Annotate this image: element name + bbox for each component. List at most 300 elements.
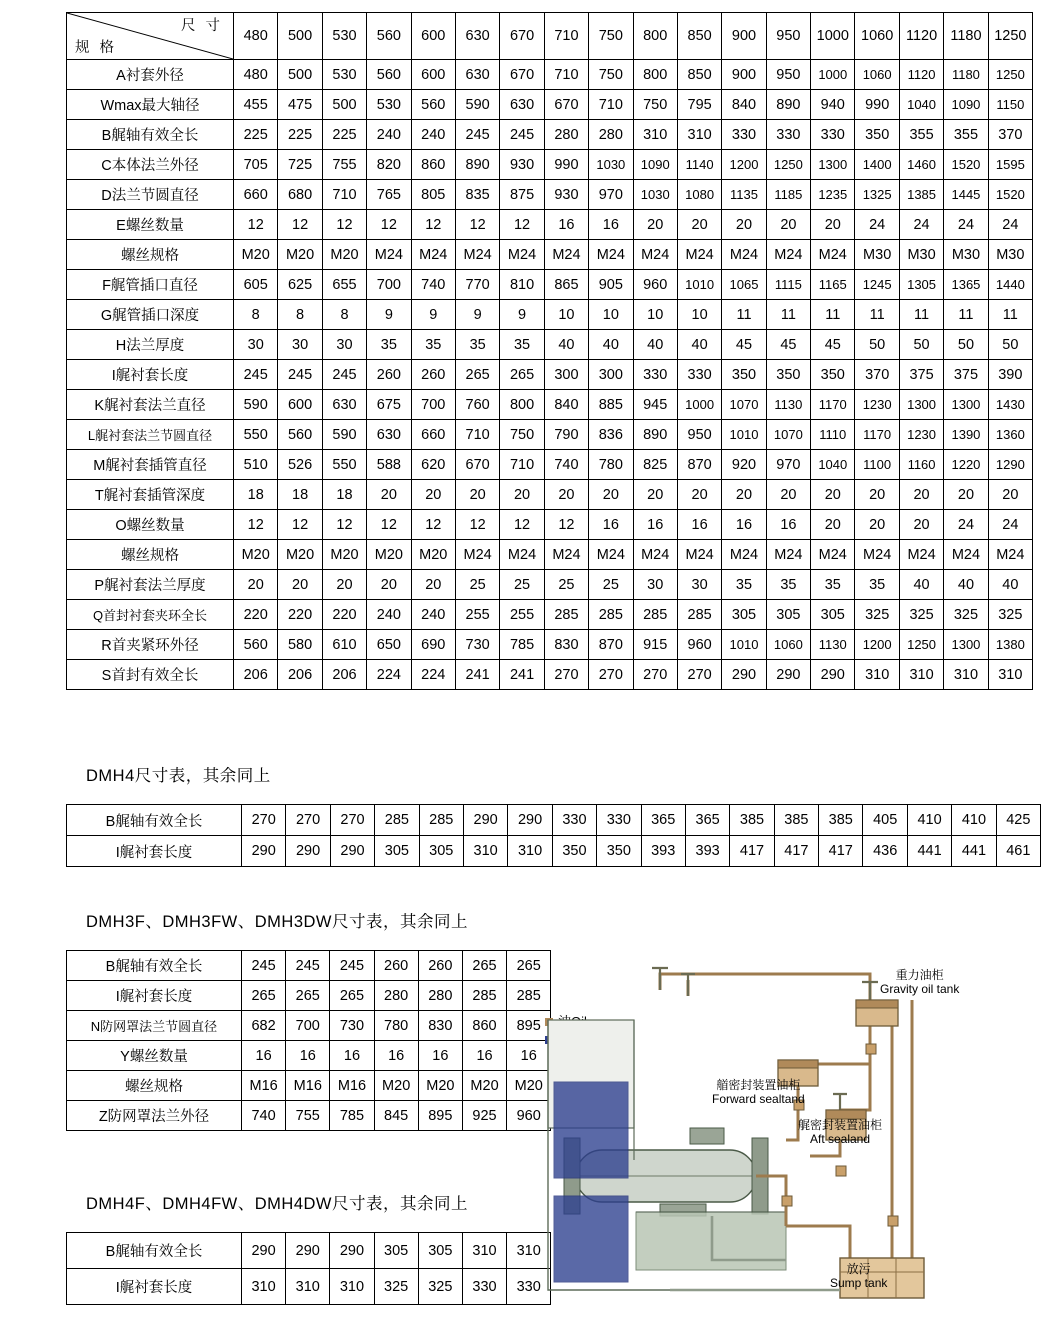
size-header-12: 950 bbox=[766, 13, 810, 60]
cell: 710 bbox=[589, 90, 633, 120]
row-label: P艉衬套法兰厚度 bbox=[67, 570, 234, 600]
cell: 290 bbox=[242, 836, 286, 867]
row-label: Z防网罩法兰外径 bbox=[67, 1101, 242, 1131]
cell: 900 bbox=[722, 60, 766, 90]
cell: 310 bbox=[677, 120, 721, 150]
cell: 245 bbox=[286, 951, 330, 981]
table-row bbox=[67, 951, 551, 981]
table-row bbox=[67, 540, 1033, 570]
cell: 1010 bbox=[722, 420, 766, 450]
cell: 350 bbox=[597, 836, 641, 867]
cell: 655 bbox=[322, 270, 366, 300]
cell: 285 bbox=[544, 600, 588, 630]
cell: M24 bbox=[633, 540, 677, 570]
cell: 40 bbox=[988, 570, 1032, 600]
table-row bbox=[67, 836, 1041, 867]
cell: M24 bbox=[455, 240, 499, 270]
cell: 950 bbox=[766, 60, 810, 90]
cell: 300 bbox=[544, 360, 588, 390]
cell: 240 bbox=[411, 600, 455, 630]
cell: 370 bbox=[855, 360, 899, 390]
cell: 290 bbox=[286, 836, 330, 867]
cell: 820 bbox=[367, 150, 411, 180]
cell: 24 bbox=[855, 210, 899, 240]
cell: 305 bbox=[374, 1233, 418, 1269]
cell: 970 bbox=[766, 450, 810, 480]
cell: M16 bbox=[330, 1071, 374, 1101]
table-row bbox=[67, 300, 1033, 330]
cell: 630 bbox=[367, 420, 411, 450]
cell: 682 bbox=[242, 1011, 286, 1041]
cell: 20 bbox=[544, 480, 588, 510]
cell: 1170 bbox=[811, 390, 855, 420]
label-gravity-oil-tank-en: Gravity oil tank bbox=[880, 982, 960, 996]
cell: 1165 bbox=[811, 270, 855, 300]
cell: 526 bbox=[278, 450, 322, 480]
cell: 20 bbox=[811, 210, 855, 240]
table-row bbox=[67, 90, 1033, 120]
cell: 915 bbox=[633, 630, 677, 660]
cell: 265 bbox=[330, 981, 374, 1011]
cell: 1040 bbox=[899, 90, 943, 120]
cell: M24 bbox=[766, 240, 810, 270]
cell: 11 bbox=[811, 300, 855, 330]
cell: 441 bbox=[952, 836, 996, 867]
table-row bbox=[67, 600, 1033, 630]
cell: 245 bbox=[242, 951, 286, 981]
size-header-16: 1180 bbox=[944, 13, 988, 60]
cell: 12 bbox=[322, 510, 366, 540]
cell: 1090 bbox=[633, 150, 677, 180]
cell: 35 bbox=[455, 330, 499, 360]
cell: 800 bbox=[500, 390, 544, 420]
corner-label-spec: 规 格 bbox=[75, 40, 118, 56]
cell: 16 bbox=[286, 1041, 330, 1071]
cell: 530 bbox=[322, 60, 366, 90]
cell: 325 bbox=[418, 1269, 462, 1305]
table-row bbox=[67, 390, 1033, 420]
cell: 920 bbox=[722, 450, 766, 480]
cell: 225 bbox=[278, 120, 322, 150]
cell: 560 bbox=[411, 90, 455, 120]
row-label: Y螺丝数量 bbox=[67, 1041, 242, 1071]
cell: 9 bbox=[500, 300, 544, 330]
cell: 755 bbox=[322, 150, 366, 180]
cell: 305 bbox=[722, 600, 766, 630]
cell: 16 bbox=[722, 510, 766, 540]
cell: 11 bbox=[722, 300, 766, 330]
cell: 375 bbox=[944, 360, 988, 390]
cell: M20 bbox=[418, 1071, 462, 1101]
cell: 1100 bbox=[855, 450, 899, 480]
cell: M16 bbox=[242, 1071, 286, 1101]
cell: 280 bbox=[418, 981, 462, 1011]
cell: 990 bbox=[544, 150, 588, 180]
cell: 530 bbox=[367, 90, 411, 120]
cell: 20 bbox=[855, 480, 899, 510]
table-row bbox=[67, 630, 1033, 660]
row-label: I艉衬套长度 bbox=[67, 360, 234, 390]
dmh3f-table bbox=[66, 950, 551, 1131]
cell: 260 bbox=[411, 360, 455, 390]
cell: 241 bbox=[500, 660, 544, 690]
cell: 860 bbox=[462, 1011, 506, 1041]
cell: M24 bbox=[633, 240, 677, 270]
cell: 1200 bbox=[722, 150, 766, 180]
cell: 750 bbox=[633, 90, 677, 120]
cell: 1185 bbox=[766, 180, 810, 210]
row-label: Wmax最大轴径 bbox=[67, 90, 234, 120]
cell: 50 bbox=[855, 330, 899, 360]
cell: 417 bbox=[774, 836, 818, 867]
cell: 1030 bbox=[633, 180, 677, 210]
cell: 18 bbox=[322, 480, 366, 510]
cell: 325 bbox=[374, 1269, 418, 1305]
cell: M20 bbox=[462, 1071, 506, 1101]
corner-label-size: 尺 寸 bbox=[180, 18, 223, 34]
cell: M20 bbox=[411, 540, 455, 570]
cell: 870 bbox=[677, 450, 721, 480]
cell: 1385 bbox=[899, 180, 943, 210]
cell: 45 bbox=[811, 330, 855, 360]
cell: 20 bbox=[455, 480, 499, 510]
cell: 1010 bbox=[677, 270, 721, 300]
cell: 305 bbox=[375, 836, 419, 867]
cell: 325 bbox=[855, 600, 899, 630]
cell: 285 bbox=[589, 600, 633, 630]
cell: 20 bbox=[411, 480, 455, 510]
cell: 245 bbox=[322, 360, 366, 390]
cell: 461 bbox=[996, 836, 1040, 867]
cell: 285 bbox=[462, 981, 506, 1011]
gravity-oil-tank bbox=[856, 1000, 898, 1026]
cell: 710 bbox=[455, 420, 499, 450]
size-header-3: 560 bbox=[367, 13, 411, 60]
cell: 760 bbox=[455, 390, 499, 420]
cell: M24 bbox=[944, 540, 988, 570]
cell: 25 bbox=[544, 570, 588, 600]
table-row bbox=[67, 270, 1033, 300]
cell: 765 bbox=[367, 180, 411, 210]
cell: 588 bbox=[367, 450, 411, 480]
table-row bbox=[67, 360, 1033, 390]
cell: 270 bbox=[286, 805, 330, 836]
cell: 11 bbox=[766, 300, 810, 330]
cell: 45 bbox=[722, 330, 766, 360]
cell: 12 bbox=[367, 210, 411, 240]
row-label: B艉轴有效全长 bbox=[67, 805, 242, 836]
cell: 30 bbox=[633, 570, 677, 600]
cell: 16 bbox=[462, 1041, 506, 1071]
cell: 40 bbox=[944, 570, 988, 600]
cell: 50 bbox=[988, 330, 1032, 360]
table-row bbox=[67, 1011, 551, 1041]
cell: 206 bbox=[234, 660, 278, 690]
cell: 20 bbox=[677, 480, 721, 510]
cell: 410 bbox=[907, 805, 951, 836]
cell: 1060 bbox=[766, 630, 810, 660]
table-row bbox=[67, 210, 1033, 240]
cell: 800 bbox=[633, 60, 677, 90]
cell: 270 bbox=[242, 805, 286, 836]
cell: 10 bbox=[677, 300, 721, 330]
cell: 1120 bbox=[899, 60, 943, 90]
cell: 16 bbox=[330, 1041, 374, 1071]
cell: 220 bbox=[234, 600, 278, 630]
cell: 600 bbox=[278, 390, 322, 420]
cell: 330 bbox=[677, 360, 721, 390]
cell: 860 bbox=[411, 150, 455, 180]
cell: 255 bbox=[500, 600, 544, 630]
cell: 16 bbox=[589, 510, 633, 540]
cell: 16 bbox=[507, 1041, 551, 1071]
table-row bbox=[67, 1041, 551, 1071]
cell: 12 bbox=[234, 510, 278, 540]
cell: 40 bbox=[677, 330, 721, 360]
row-label: T艉衬套插管深度 bbox=[67, 480, 234, 510]
cell: 305 bbox=[766, 600, 810, 630]
cell: 375 bbox=[899, 360, 943, 390]
dmh4-table bbox=[66, 804, 1041, 867]
cell: 20 bbox=[411, 570, 455, 600]
cell: 310 bbox=[855, 660, 899, 690]
cell: 870 bbox=[589, 630, 633, 660]
cell: 350 bbox=[855, 120, 899, 150]
cell: 1400 bbox=[855, 150, 899, 180]
cell: 35 bbox=[500, 330, 544, 360]
size-header-2: 530 bbox=[322, 13, 366, 60]
cell: 705 bbox=[234, 150, 278, 180]
cell: 630 bbox=[500, 90, 544, 120]
cell: 1520 bbox=[988, 180, 1032, 210]
row-label: E螺丝数量 bbox=[67, 210, 234, 240]
cell: 245 bbox=[330, 951, 374, 981]
row-label: F艉管插口直径 bbox=[67, 270, 234, 300]
cell: 365 bbox=[685, 805, 729, 836]
cell: 300 bbox=[589, 360, 633, 390]
cell: 45 bbox=[766, 330, 810, 360]
cell: M24 bbox=[367, 240, 411, 270]
label-gravity-oil-tank-cn: 重力油柜 bbox=[895, 968, 944, 982]
row-label: I艉衬套长度 bbox=[67, 1269, 242, 1305]
cell: 10 bbox=[633, 300, 677, 330]
size-header-14: 1060 bbox=[855, 13, 899, 60]
cell: 224 bbox=[411, 660, 455, 690]
cell: 350 bbox=[811, 360, 855, 390]
cell: 16 bbox=[677, 510, 721, 540]
cell: 260 bbox=[367, 360, 411, 390]
cell: 605 bbox=[234, 270, 278, 300]
cell: 16 bbox=[418, 1041, 462, 1071]
cell: 385 bbox=[774, 805, 818, 836]
cell: 241 bbox=[455, 660, 499, 690]
size-header-13: 1000 bbox=[811, 13, 855, 60]
cell: 290 bbox=[766, 660, 810, 690]
cell: 305 bbox=[811, 600, 855, 630]
cell: M24 bbox=[722, 540, 766, 570]
cell: 40 bbox=[633, 330, 677, 360]
cell: 670 bbox=[544, 90, 588, 120]
cell: 265 bbox=[507, 951, 551, 981]
cell: 1115 bbox=[766, 270, 810, 300]
cell: 20 bbox=[633, 210, 677, 240]
cell: 890 bbox=[633, 420, 677, 450]
cell: 1300 bbox=[811, 150, 855, 180]
cell: 700 bbox=[411, 390, 455, 420]
cell: 1150 bbox=[988, 90, 1032, 120]
cell: 385 bbox=[819, 805, 863, 836]
cell: M24 bbox=[722, 240, 766, 270]
cell: 1250 bbox=[766, 150, 810, 180]
cell: 1430 bbox=[988, 390, 1032, 420]
cell: M20 bbox=[507, 1071, 551, 1101]
cell: 1230 bbox=[899, 420, 943, 450]
cell: 480 bbox=[234, 60, 278, 90]
cell: 20 bbox=[500, 480, 544, 510]
cell: M24 bbox=[811, 240, 855, 270]
cell: 1390 bbox=[944, 420, 988, 450]
cell: 325 bbox=[944, 600, 988, 630]
table-row bbox=[67, 60, 1033, 90]
cell: 10 bbox=[589, 300, 633, 330]
cell: 280 bbox=[374, 981, 418, 1011]
cell: 1030 bbox=[589, 150, 633, 180]
cell: 650 bbox=[367, 630, 411, 660]
main-spec-table bbox=[66, 12, 1033, 690]
cell: 240 bbox=[411, 120, 455, 150]
cell: M24 bbox=[855, 540, 899, 570]
cell: 1000 bbox=[677, 390, 721, 420]
cell: 1220 bbox=[944, 450, 988, 480]
row-label: O螺丝数量 bbox=[67, 510, 234, 540]
cell: 310 bbox=[944, 660, 988, 690]
cell: M20 bbox=[367, 540, 411, 570]
label-forward-seal-tank-en: Forward sealtand bbox=[712, 1092, 805, 1106]
cell: M20 bbox=[234, 240, 278, 270]
cell: 20 bbox=[722, 480, 766, 510]
cell: 330 bbox=[633, 360, 677, 390]
cell: 835 bbox=[455, 180, 499, 210]
cell: 10 bbox=[544, 300, 588, 330]
cell: 25 bbox=[500, 570, 544, 600]
cell: 1080 bbox=[677, 180, 721, 210]
cell: 930 bbox=[500, 150, 544, 180]
cell: 270 bbox=[330, 805, 374, 836]
cell: 825 bbox=[633, 450, 677, 480]
cell: 20 bbox=[677, 210, 721, 240]
cell: 40 bbox=[544, 330, 588, 360]
cell: 50 bbox=[944, 330, 988, 360]
cell: 8 bbox=[234, 300, 278, 330]
label-aft-seal-tank bbox=[798, 1118, 882, 1146]
cell: M20 bbox=[374, 1071, 418, 1101]
cell: 265 bbox=[500, 360, 544, 390]
cell: 560 bbox=[234, 630, 278, 660]
cell: M24 bbox=[811, 540, 855, 570]
cell: M24 bbox=[455, 540, 499, 570]
cell: 455 bbox=[234, 90, 278, 120]
cell: 270 bbox=[544, 660, 588, 690]
cell: 1300 bbox=[944, 630, 988, 660]
size-header-5: 630 bbox=[455, 13, 499, 60]
row-label: G艉管插口深度 bbox=[67, 300, 234, 330]
row-label: H法兰厚度 bbox=[67, 330, 234, 360]
cell: 20 bbox=[234, 570, 278, 600]
cell: 270 bbox=[633, 660, 677, 690]
size-header-8: 750 bbox=[589, 13, 633, 60]
table-row bbox=[67, 330, 1033, 360]
cell: M16 bbox=[286, 1071, 330, 1101]
cell: 12 bbox=[367, 510, 411, 540]
row-label: 螺丝规格 bbox=[67, 1071, 242, 1101]
cell: 12 bbox=[322, 210, 366, 240]
cell: M24 bbox=[500, 540, 544, 570]
cell: 590 bbox=[455, 90, 499, 120]
cell: 12 bbox=[278, 210, 322, 240]
cell: 780 bbox=[589, 450, 633, 480]
cell: 290 bbox=[811, 660, 855, 690]
cell: 260 bbox=[374, 951, 418, 981]
cell: 310 bbox=[508, 836, 552, 867]
cell: 550 bbox=[234, 420, 278, 450]
table-row bbox=[67, 1071, 551, 1101]
cell: 12 bbox=[411, 210, 455, 240]
cell: 16 bbox=[589, 210, 633, 240]
cell: M20 bbox=[322, 240, 366, 270]
cell: 1200 bbox=[855, 630, 899, 660]
cell: 224 bbox=[367, 660, 411, 690]
table-row bbox=[67, 180, 1033, 210]
cell: 20 bbox=[322, 570, 366, 600]
cell: 310 bbox=[633, 120, 677, 150]
cell: 990 bbox=[855, 90, 899, 120]
cell: 24 bbox=[988, 210, 1032, 240]
cell: 840 bbox=[722, 90, 766, 120]
cell: 770 bbox=[455, 270, 499, 300]
cell: 30 bbox=[322, 330, 366, 360]
cell: 740 bbox=[411, 270, 455, 300]
row-label: I艉衬套长度 bbox=[67, 836, 242, 867]
cell: 1060 bbox=[855, 60, 899, 90]
cell: 35 bbox=[811, 570, 855, 600]
cell: 590 bbox=[322, 420, 366, 450]
cell: 20 bbox=[766, 210, 810, 240]
cell: 330 bbox=[766, 120, 810, 150]
cell: 225 bbox=[234, 120, 278, 150]
cell: 670 bbox=[455, 450, 499, 480]
cell: 24 bbox=[944, 210, 988, 240]
cell: 475 bbox=[278, 90, 322, 120]
cell: 660 bbox=[411, 420, 455, 450]
row-label: I艉衬套长度 bbox=[67, 981, 242, 1011]
cell: 1130 bbox=[811, 630, 855, 660]
cell: 206 bbox=[322, 660, 366, 690]
cell: 830 bbox=[544, 630, 588, 660]
cell: 16 bbox=[374, 1041, 418, 1071]
cell: 245 bbox=[500, 120, 544, 150]
row-label: K艉衬套法兰直径 bbox=[67, 390, 234, 420]
cell: 405 bbox=[863, 805, 907, 836]
cell: 40 bbox=[589, 330, 633, 360]
cell: 1010 bbox=[722, 630, 766, 660]
cell: 8 bbox=[322, 300, 366, 330]
row-label: N防网罩法兰节圆直径 bbox=[67, 1011, 242, 1041]
cell: 1230 bbox=[855, 390, 899, 420]
row-label: B艉轴有效全长 bbox=[67, 120, 234, 150]
row-label: L艉衬套法兰节圆直径 bbox=[67, 420, 234, 450]
dmh4f-table bbox=[66, 1232, 551, 1305]
table-header-row bbox=[67, 13, 1033, 60]
